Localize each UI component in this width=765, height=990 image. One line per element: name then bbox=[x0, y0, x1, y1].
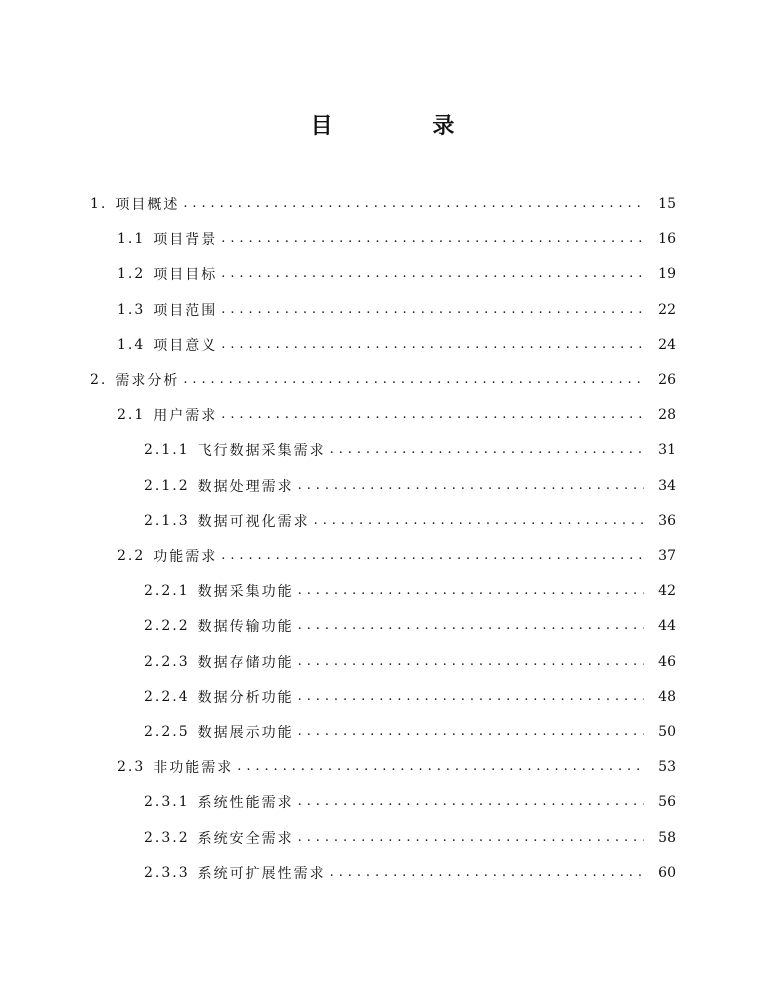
toc-dot-leader bbox=[237, 759, 644, 775]
toc-entry-number: 1. bbox=[90, 196, 108, 212]
toc-entry-page-number: 19 bbox=[658, 266, 676, 283]
toc-entry-page-number: 60 bbox=[658, 864, 676, 881]
toc-dot-leader bbox=[314, 513, 644, 529]
toc-entry-page-number: 56 bbox=[658, 794, 676, 811]
toc-entry[interactable] bbox=[117, 333, 676, 357]
toc-dot-leader bbox=[298, 654, 644, 670]
toc-entry-page-number: 37 bbox=[658, 548, 676, 564]
toc-entry-number: 1.1 bbox=[117, 231, 146, 248]
toc-entry-number: 2.1.1 bbox=[144, 442, 190, 459]
toc-entry-number: 2.3.1 bbox=[144, 794, 190, 811]
toc-dot-leader bbox=[298, 583, 644, 599]
toc-dot-leader bbox=[221, 407, 644, 423]
toc-entry-page-number: 46 bbox=[658, 653, 676, 670]
toc-dot-leader bbox=[183, 196, 644, 212]
toc-entry[interactable] bbox=[117, 262, 676, 286]
toc-dot-leader bbox=[221, 231, 644, 247]
toc-entry-label: 数据存储功能 bbox=[197, 654, 294, 671]
toc-entry[interactable] bbox=[144, 509, 676, 533]
toc-entry[interactable] bbox=[144, 474, 676, 498]
toc-entry-label: 飞行数据采集需求 bbox=[197, 443, 326, 460]
toc-entry-page-number: 50 bbox=[658, 724, 676, 740]
toc-entry[interactable] bbox=[117, 544, 676, 568]
toc-entry-number: 2.2.2 bbox=[144, 618, 190, 635]
toc-entry[interactable] bbox=[117, 403, 676, 427]
toc-entry-number: 1.3 bbox=[117, 301, 146, 318]
toc-entry-label: 需求分析 bbox=[115, 373, 180, 389]
toc-entry-label: 功能需求 bbox=[153, 549, 218, 565]
toc-entry[interactable] bbox=[144, 720, 676, 744]
toc-dot-leader bbox=[298, 794, 644, 810]
toc-dot-leader bbox=[330, 442, 644, 458]
toc-entry[interactable] bbox=[117, 755, 676, 779]
toc-entry-page-number: 28 bbox=[658, 407, 676, 424]
toc-entry-number: 2.1.2 bbox=[144, 477, 190, 494]
toc-dot-leader bbox=[221, 337, 644, 353]
toc-dot-leader bbox=[330, 865, 644, 881]
page-title: 目 录 bbox=[310, 114, 501, 139]
toc-entry[interactable] bbox=[144, 861, 676, 885]
toc-entry[interactable] bbox=[144, 579, 676, 603]
toc-dot-leader bbox=[221, 302, 644, 318]
toc-entry[interactable] bbox=[144, 650, 676, 674]
toc-entry[interactable] bbox=[144, 438, 676, 462]
toc-entry-number: 1.4 bbox=[117, 336, 146, 353]
toc-entry-number: 2.1 bbox=[117, 407, 146, 424]
toc-entry-label: 项目背景 bbox=[153, 232, 218, 249]
toc-entry-label: 数据展示功能 bbox=[197, 725, 294, 741]
toc-entry-page-number: 16 bbox=[658, 231, 676, 248]
toc-dot-leader bbox=[183, 372, 644, 388]
toc-entry-number: 2.2 bbox=[117, 548, 146, 564]
toc-dot-leader bbox=[298, 724, 644, 740]
toc-dot-leader bbox=[298, 689, 644, 705]
toc-entry-label: 项目范围 bbox=[153, 302, 218, 319]
toc-entry-page-number: 26 bbox=[658, 372, 676, 388]
toc-entry-number: 1.2 bbox=[117, 266, 146, 283]
toc-entry[interactable] bbox=[144, 826, 676, 850]
toc-dot-leader bbox=[221, 548, 644, 564]
toc-entry-number: 2.3 bbox=[117, 759, 146, 776]
toc-entry-number: 2.2.1 bbox=[144, 583, 190, 600]
toc-entry-label: 项目目标 bbox=[153, 267, 218, 284]
toc-entry-page-number: 22 bbox=[658, 301, 676, 318]
toc-entry-label: 项目概述 bbox=[115, 197, 180, 213]
toc-entry[interactable] bbox=[144, 614, 676, 638]
toc-entry-number: 2.2.4 bbox=[144, 688, 190, 705]
toc-entry-page-number: 53 bbox=[658, 759, 676, 776]
toc-entry-number: 2. bbox=[90, 372, 108, 388]
toc-entry-label: 数据传输功能 bbox=[197, 619, 294, 636]
toc-entry-page-number: 31 bbox=[658, 442, 676, 459]
toc-entry-label: 用户需求 bbox=[153, 408, 218, 425]
toc-entry-number: 2.2.5 bbox=[144, 724, 190, 740]
toc-entry-label: 数据处理需求 bbox=[197, 478, 294, 495]
toc-entry-label: 非功能需求 bbox=[153, 760, 234, 777]
toc-entry-label: 项目意义 bbox=[153, 337, 218, 354]
toc-entry[interactable] bbox=[117, 298, 676, 322]
toc-entry-page-number: 15 bbox=[658, 196, 676, 212]
toc-entry[interactable] bbox=[144, 790, 676, 814]
toc-entry[interactable] bbox=[90, 368, 676, 392]
toc-entry-page-number: 34 bbox=[658, 477, 676, 494]
toc-entry-label: 系统性能需求 bbox=[197, 795, 294, 812]
toc-dot-leader bbox=[298, 618, 644, 634]
toc-entry[interactable] bbox=[117, 227, 676, 251]
toc-entry-page-number: 44 bbox=[658, 618, 676, 635]
toc-entry[interactable] bbox=[144, 685, 676, 709]
toc-entry-label: 系统安全需求 bbox=[197, 830, 294, 847]
toc-entry-page-number: 42 bbox=[658, 583, 676, 600]
toc-entry-label: 系统可扩展性需求 bbox=[197, 865, 326, 882]
toc-entry-label: 数据分析功能 bbox=[197, 689, 294, 706]
toc-entry-page-number: 58 bbox=[658, 829, 676, 846]
toc-entry-number: 2.1.3 bbox=[144, 512, 190, 529]
toc-entry-label: 数据采集功能 bbox=[197, 584, 294, 601]
toc-entry-label: 数据可视化需求 bbox=[197, 513, 310, 530]
toc-entry-page-number: 48 bbox=[658, 688, 676, 705]
toc-entry-page-number: 24 bbox=[658, 336, 676, 353]
toc-entry-number: 2.3.2 bbox=[144, 829, 190, 846]
toc-dot-leader bbox=[298, 478, 644, 494]
toc-dot-leader bbox=[221, 266, 644, 282]
toc-dot-leader bbox=[298, 830, 644, 846]
toc-entry-number: 2.2.3 bbox=[144, 653, 190, 670]
toc-entry[interactable] bbox=[90, 192, 676, 216]
toc-entry-number: 2.3.3 bbox=[144, 864, 190, 881]
toc-entry-page-number: 36 bbox=[658, 512, 676, 529]
